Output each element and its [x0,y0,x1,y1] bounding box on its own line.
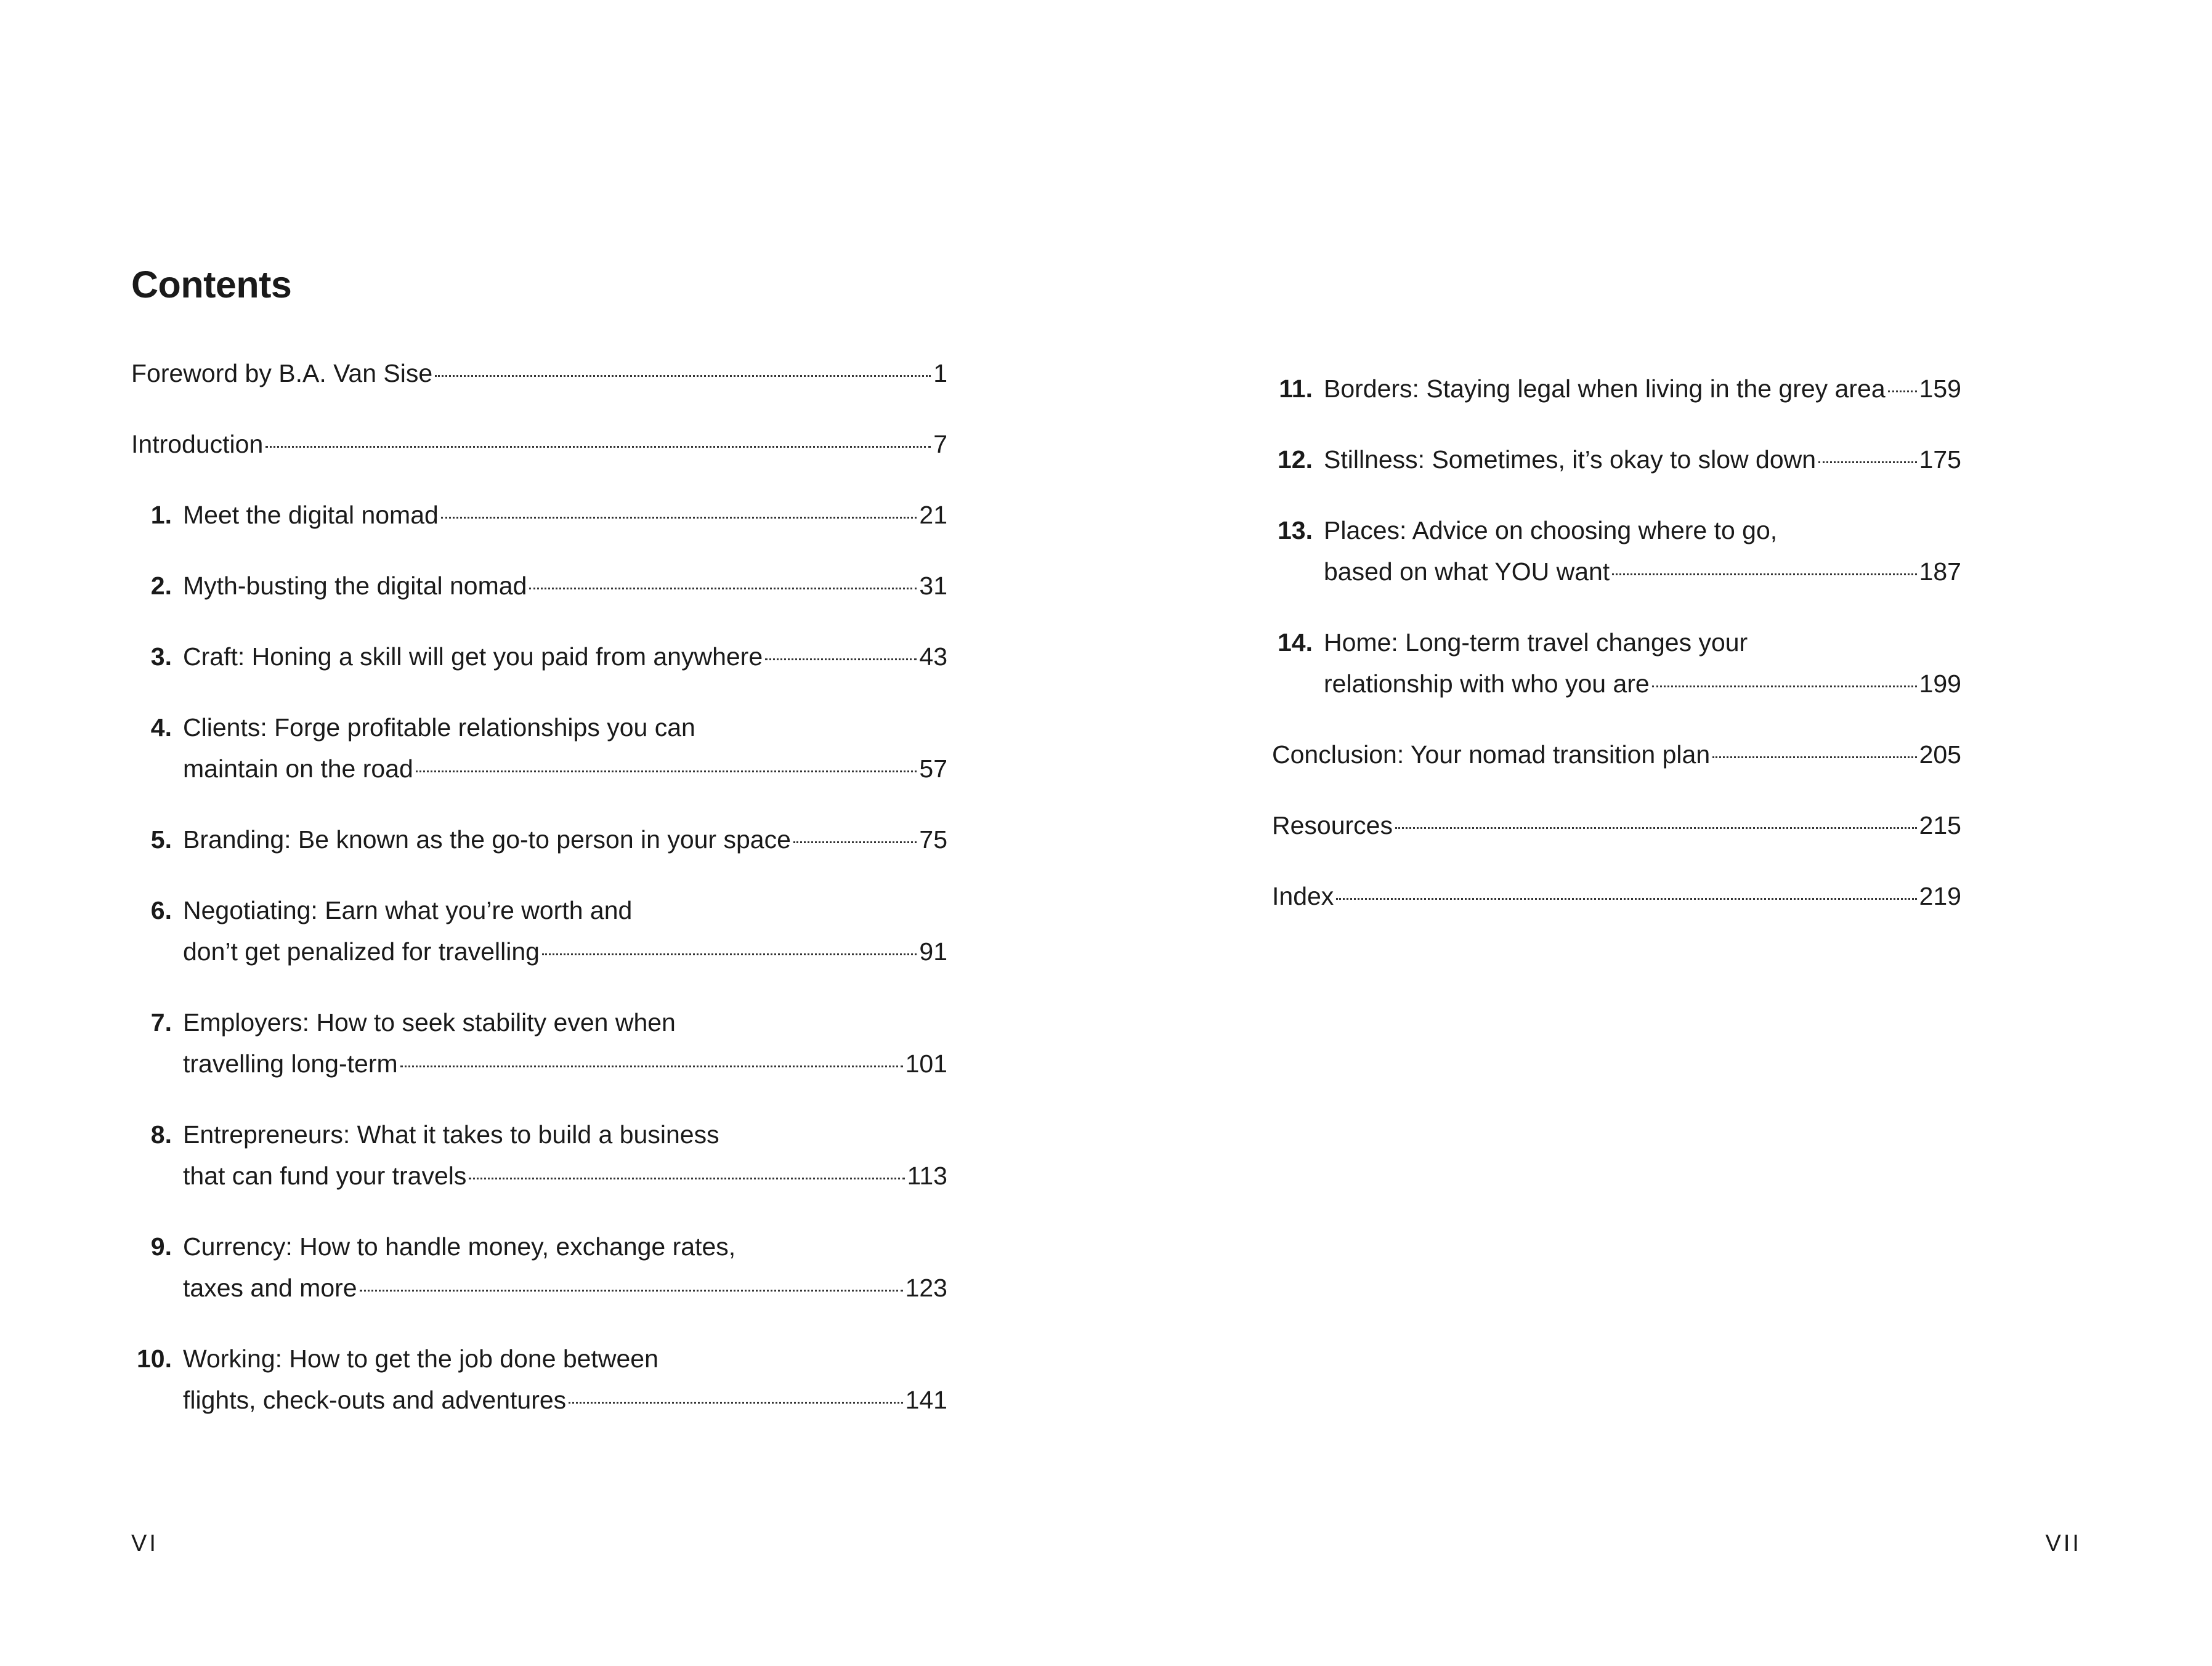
chapter-title: Employers: How to seek stability even when [183,1008,676,1037]
chapter-title: Places: Advice on choosing where to go, [1324,516,1778,544]
toc-entry [131,1338,947,1421]
chapter-number: 9. [150,1232,172,1261]
toc-entry [1272,805,1961,846]
dot-leader [1652,685,1917,687]
chapter-title: Myth-busting the digital nomad [183,572,527,600]
dot-leader [400,1066,903,1067]
dot-leader [1395,827,1917,829]
chapter-title: Foreword by B.A. Van Sise [131,359,433,387]
page-reference: 43 [919,642,947,671]
chapter-number: 7. [150,1008,172,1037]
toc-entry [1272,876,1961,917]
toc-entry [131,565,947,607]
toc-entry [131,819,947,860]
page-reference: 159 [1919,374,1961,403]
page-reference: 21 [919,501,947,529]
chapter-title: Craft: Honing a skill will get you paid from anywhere [183,642,763,671]
dot-leader [793,841,917,843]
toc-entry [131,1226,947,1309]
toc-entry [131,424,947,465]
page-number-left: VI [131,1531,158,1556]
toc-entry [131,353,947,394]
chapter-number: 4. [150,713,172,742]
chapter-number: 6. [150,896,172,924]
chapter-title: flights, check-outs and adventures [183,1386,567,1414]
page-reference: 215 [1919,811,1961,839]
toc-entry [1272,734,1961,775]
chapter-title: maintain on the road [183,754,413,783]
chapter-number: 13. [1278,516,1313,544]
dot-leader [529,588,917,589]
dot-leader [1336,898,1916,900]
dot-leader [1888,390,1917,392]
chapter-number: 14. [1278,628,1313,657]
page-reference: 7 [933,430,947,458]
dot-leader [542,953,917,955]
page-reference: 101 [905,1049,947,1078]
dot-leader [360,1290,903,1292]
chapter-number: 5. [150,825,172,854]
chapter-title: Home: Long-term travel changes your [1324,628,1748,657]
page-number-right: VII [2045,1531,2081,1556]
chapter-title: travelling long-term [183,1049,398,1078]
toc-entry [131,495,947,536]
toc-list-left [131,353,947,1421]
chapter-title: Entrepreneurs: What it takes to build a business [183,1120,719,1149]
chapter-number: 10. [137,1345,172,1373]
chapter-title: don’t get penalized for travelling [183,937,540,966]
toc-entry [131,1114,947,1197]
chapter-number: 11. [1279,374,1313,403]
chapter-title: Introduction [131,430,264,458]
page-reference: 75 [919,825,947,854]
chapter-title: Currency: How to handle money, exchange rates, [183,1232,736,1261]
chapter-title: that can fund your travels [183,1162,467,1190]
chapter-title: based on what YOU want [1324,557,1610,586]
chapter-number: 8. [150,1120,172,1149]
chapter-title: taxes and more [183,1274,357,1302]
dot-leader [416,770,917,772]
page-reference: 31 [919,572,947,600]
page-reference: 205 [1919,740,1961,769]
contents-heading: Contents [131,264,292,305]
chapter-title: Meet the digital nomad [183,501,439,529]
page-reference: 123 [905,1274,947,1302]
chapter-number: 3. [150,642,172,671]
page-reference: 141 [905,1386,947,1414]
page-reference: 57 [919,754,947,783]
page-reference: 91 [919,937,947,966]
toc-entry [131,1002,947,1085]
dot-leader [1712,756,1916,758]
toc-entry [1272,622,1961,705]
toc-entry [131,636,947,677]
page-reference: 1 [933,359,947,387]
chapter-title: Stillness: Sometimes, it’s okay to slow down [1324,445,1817,474]
chapter-title: Clients: Forge profitable relationships you can [183,713,695,742]
dot-leader [1818,461,1917,463]
chapter-title: Branding: Be known as the go-to person in your space [183,825,791,854]
chapter-title: Negotiating: Earn what you’re worth and [183,896,633,924]
dot-leader [1612,573,1916,575]
right-page [1106,0,2212,1666]
chapter-number: 12. [1278,445,1313,474]
toc-entry [131,890,947,973]
chapter-title: relationship with who you are [1324,669,1650,698]
toc-list-right [1272,368,1961,917]
chapter-number: 2. [150,572,172,600]
toc-entry [1272,439,1961,480]
dot-leader [469,1178,904,1179]
dot-leader [265,446,931,448]
page-reference: 187 [1919,557,1961,586]
dot-leader [441,517,917,519]
toc-entry [1272,368,1961,410]
dot-leader [765,658,917,660]
chapter-title: Resources [1272,811,1393,839]
chapter-number: 1. [150,501,172,529]
dot-leader [569,1402,902,1404]
chapter-title: Conclusion: Your nomad transition plan [1272,740,1711,769]
page-reference: 175 [1919,445,1961,474]
page-reference: 219 [1919,882,1961,910]
toc-entry [1272,510,1961,592]
chapter-title: Borders: Staying legal when living in the grey area [1324,374,1886,403]
chapter-title: Working: How to get the job done between [183,1345,658,1373]
page-reference: 113 [907,1162,947,1190]
page-reference: 199 [1919,669,1961,698]
chapter-title: Index [1272,882,1334,910]
toc-entry [131,707,947,790]
dot-leader [435,375,931,377]
